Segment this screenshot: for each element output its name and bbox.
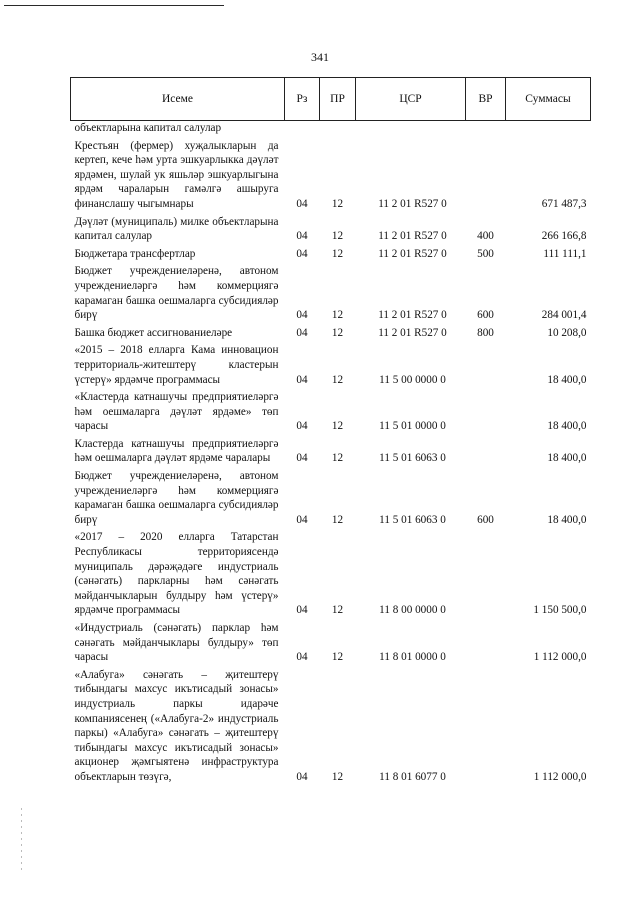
row-sum: 10 208,0 <box>547 326 587 339</box>
table-row <box>71 530 591 621</box>
table-row <box>71 264 591 325</box>
row-vr: 600 <box>477 309 494 322</box>
table-row <box>71 247 591 265</box>
row-csr: 11 5 01 6063 0 <box>379 513 446 526</box>
row-sum: 18 400,0 <box>547 452 587 465</box>
row-vr <box>466 121 506 139</box>
row-vr: 400 <box>477 230 494 243</box>
row-name: «Алабуга» сәнәгать – җитештерү тибындагы махсус икътисадый зонасы» индустриаль паркы идарәче компаниясенең («Алабуга-2» индустриаль паркы) «Алабуга» сәнәгать – җитештерү тибындагы махсус икътисадый зонасы» акционер җәмгыятенә инфраструктура объектларын төзүгә, <box>74 668 279 783</box>
header-pr: ПР <box>320 78 356 121</box>
row-pr <box>320 121 356 139</box>
row-csr: 11 5 01 0000 0 <box>379 420 446 433</box>
header-csr: ЦСР <box>356 78 466 121</box>
row-rz <box>285 121 320 139</box>
row-name: Кластерда катнашучы предприятиеләргә һәм оешмаларга дәүләт ярдәме чаралары <box>74 437 279 465</box>
row-pr: 12 <box>331 197 344 210</box>
row-pr: 12 <box>331 230 344 243</box>
header-vr: ВР <box>466 78 506 121</box>
row-pr: 12 <box>331 452 344 465</box>
row-sum: 1 112 000,0 <box>533 770 587 783</box>
row-rz: 04 <box>296 309 308 322</box>
row-name: Бюджет учреждениеләренә, автоном учреждениеләргә һәм коммерциягә карамаган башка оешмаларга субсидияләр бирү <box>74 470 279 526</box>
row-csr: 11 2 01 R527 0 <box>378 230 447 243</box>
row-rz: 04 <box>296 604 308 617</box>
row-csr: 11 5 01 6063 0 <box>379 452 446 465</box>
row-name: объектларына капитал салулар <box>74 122 222 134</box>
row-rz: 04 <box>296 197 308 210</box>
row-vr <box>466 139 506 215</box>
table-header-row <box>71 78 591 121</box>
row-vr <box>466 437 506 469</box>
row-rz: 04 <box>296 326 308 339</box>
row-name: «Индустриаль (сәнәгать) парклар һәм сәнәгать мәйданчыклары булдыру» төп чарасы <box>74 622 279 664</box>
header-rz: Рз <box>285 78 320 121</box>
scan-dots <box>21 808 22 872</box>
row-vr <box>466 390 506 437</box>
row-pr: 12 <box>331 513 344 526</box>
row-sum: 18 400,0 <box>547 513 587 526</box>
row-rz: 04 <box>296 651 308 664</box>
table-row <box>71 343 591 390</box>
row-pr: 12 <box>331 247 344 260</box>
row-vr <box>466 668 506 788</box>
row-rz: 04 <box>296 230 308 243</box>
row-rz: 04 <box>296 420 308 433</box>
row-rz: 04 <box>296 452 308 465</box>
row-sum: 111 111,1 <box>543 247 587 260</box>
row-sum: 266 166,8 <box>541 230 587 243</box>
row-csr: 11 2 01 R527 0 <box>378 247 447 260</box>
row-csr: 11 5 00 0000 0 <box>379 373 446 386</box>
table-row <box>71 621 591 668</box>
table-row <box>71 121 591 139</box>
row-pr: 12 <box>331 309 344 322</box>
scan-edge-line <box>4 5 224 6</box>
table-row <box>71 326 591 344</box>
row-name: Бюджетара трансфертлар <box>74 247 196 260</box>
row-rz: 04 <box>296 513 308 526</box>
header-name: Исеме <box>71 78 285 121</box>
row-pr: 12 <box>331 373 344 386</box>
row-name: «Кластерда катнашучы предприятиеләргә һәм оешмаларга дәүләт ярдәме» төп чарасы <box>74 391 279 433</box>
row-vr <box>466 530 506 621</box>
table-row <box>71 437 591 469</box>
row-name: Дәүләт (муниципаль) милке объектларына капитал салулар <box>74 215 279 243</box>
row-csr: 11 2 01 R527 0 <box>378 309 447 322</box>
row-pr: 12 <box>331 604 344 617</box>
budget-table <box>70 77 591 788</box>
page-number: 341 <box>311 50 329 64</box>
header-sum: Суммасы <box>506 78 591 121</box>
row-pr: 12 <box>331 770 344 783</box>
row-sum: 1 150 500,0 <box>533 604 587 617</box>
table-row <box>71 215 591 247</box>
table-row <box>71 390 591 437</box>
row-sum: 18 400,0 <box>547 420 587 433</box>
row-sum: 18 400,0 <box>547 373 587 386</box>
row-name: Бюджет учреждениеләренә, автоном учреждениеләргә һәм коммерциягә карамаган башка оешмаларга субсидияләр бирү <box>74 265 279 322</box>
row-vr <box>466 621 506 668</box>
row-name: Крестьян (фермер) хуҗалыкларын да кертеп, кече һәм урта эшкуарлыкка дәүләт ярдәмен, шулай ук яшьләр эшкуарлыгына ярдәм чараларын гамәлгә ашыруга финанслашу чыгымнары <box>74 139 279 210</box>
table-row <box>71 469 591 530</box>
row-csr: 11 2 01 R527 0 <box>378 197 447 210</box>
row-vr <box>466 343 506 390</box>
row-vr: 600 <box>477 513 494 526</box>
row-sum <box>506 121 591 139</box>
row-name: «2015 – 2018 елларга Кама инновацион территориаль-житештерү кластерын үстерү» ярдәмче программасы <box>74 344 279 386</box>
row-csr: 11 8 01 6077 0 <box>379 770 446 783</box>
row-rz: 04 <box>296 373 308 386</box>
row-sum: 1 112 000,0 <box>533 651 587 664</box>
row-csr <box>356 121 466 139</box>
row-csr: 11 8 00 0000 0 <box>379 604 446 617</box>
row-sum: 671 487,3 <box>541 197 587 210</box>
table-row <box>71 668 591 788</box>
row-vr: 800 <box>477 326 494 339</box>
row-name: «2017 – 2020 елларга Татарстан Республикасы территориясендә муниципаль дәрәҗәдәге индустриаль (сәнәгать) паркларны һәм сәнәгать мәйданчыкларын булдыру һәм үстерү» ярдәмче программасы <box>74 531 279 617</box>
row-rz: 04 <box>296 247 308 260</box>
table-row <box>71 139 591 215</box>
row-pr: 12 <box>331 651 344 664</box>
row-rz: 04 <box>296 770 308 783</box>
row-pr: 12 <box>331 326 344 339</box>
row-name: Башка бюджет ассигнованиеләре <box>74 326 233 339</box>
row-sum: 284 001,4 <box>541 309 587 322</box>
row-csr: 11 8 01 0000 0 <box>379 651 446 664</box>
row-pr: 12 <box>331 420 344 433</box>
row-vr: 500 <box>477 247 494 260</box>
row-csr: 11 2 01 R527 0 <box>378 326 447 339</box>
